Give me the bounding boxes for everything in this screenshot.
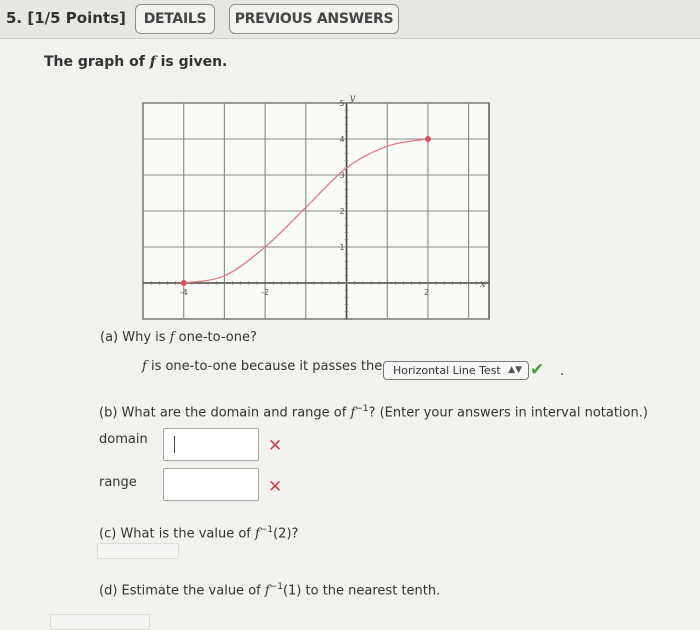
question-prompt: The graph of f is given. [44, 54, 228, 70]
y-axis-label: y [349, 94, 356, 104]
part-a-question: (a) Why is f one-to-one? [100, 330, 257, 345]
y-tick-label: 4 [339, 135, 345, 144]
part-d-input[interactable] [50, 614, 150, 630]
question-header [0, 0, 700, 39]
range-input[interactable] [163, 468, 259, 501]
x-tick-label: -4 [179, 288, 188, 297]
part-c-question: (c) What is the value of $f^{-1}(2)$? [99, 525, 299, 542]
y-tick-label: 3 [339, 171, 345, 180]
horizontal-line-test-dropdown[interactable]: Horizontal Line Test ▲▼ [383, 361, 529, 380]
correct-check-icon: ✔ [530, 360, 545, 380]
range-label: range [99, 475, 137, 490]
x-tick-label: 2 [423, 288, 430, 297]
y-tick-label: 5 [339, 99, 345, 108]
x-axis-label: x [480, 279, 486, 290]
closed-endpoint [425, 136, 431, 142]
range-incorrect-icon: ✕ [268, 477, 283, 497]
part-a-answer: f is one-to-one because it passes the [142, 359, 383, 374]
sentence-period: . [560, 364, 565, 379]
previous-answers-button[interactable]: PREVIOUS ANSWERS [229, 4, 399, 34]
part-c-input[interactable] [97, 543, 179, 559]
text-caret [174, 436, 175, 453]
part-b-question: (b) What are the domain and range of $f^{-1}$? (Enter your answers in interval notation.) [99, 404, 648, 421]
dropdown-arrow-icon: ▲▼ [508, 365, 522, 375]
domain-incorrect-icon: ✕ [268, 436, 283, 456]
x-tick-label: -2 [261, 288, 270, 297]
function-graph [142, 94, 492, 324]
details-button[interactable]: DETAILS [135, 4, 215, 34]
part-d-question: (d) Estimate the value of $f^{-1}(1)$ to the nearest tenth. [99, 582, 441, 599]
y-tick-label: 2 [339, 207, 345, 216]
points-label: [1/5 Points] [27, 9, 126, 27]
question-number: 5. [1/5 Points] [6, 9, 126, 27]
domain-input[interactable] [163, 428, 259, 461]
y-tick-label: 1 [339, 243, 345, 252]
domain-label: domain [99, 432, 148, 447]
closed-endpoint [181, 280, 187, 286]
